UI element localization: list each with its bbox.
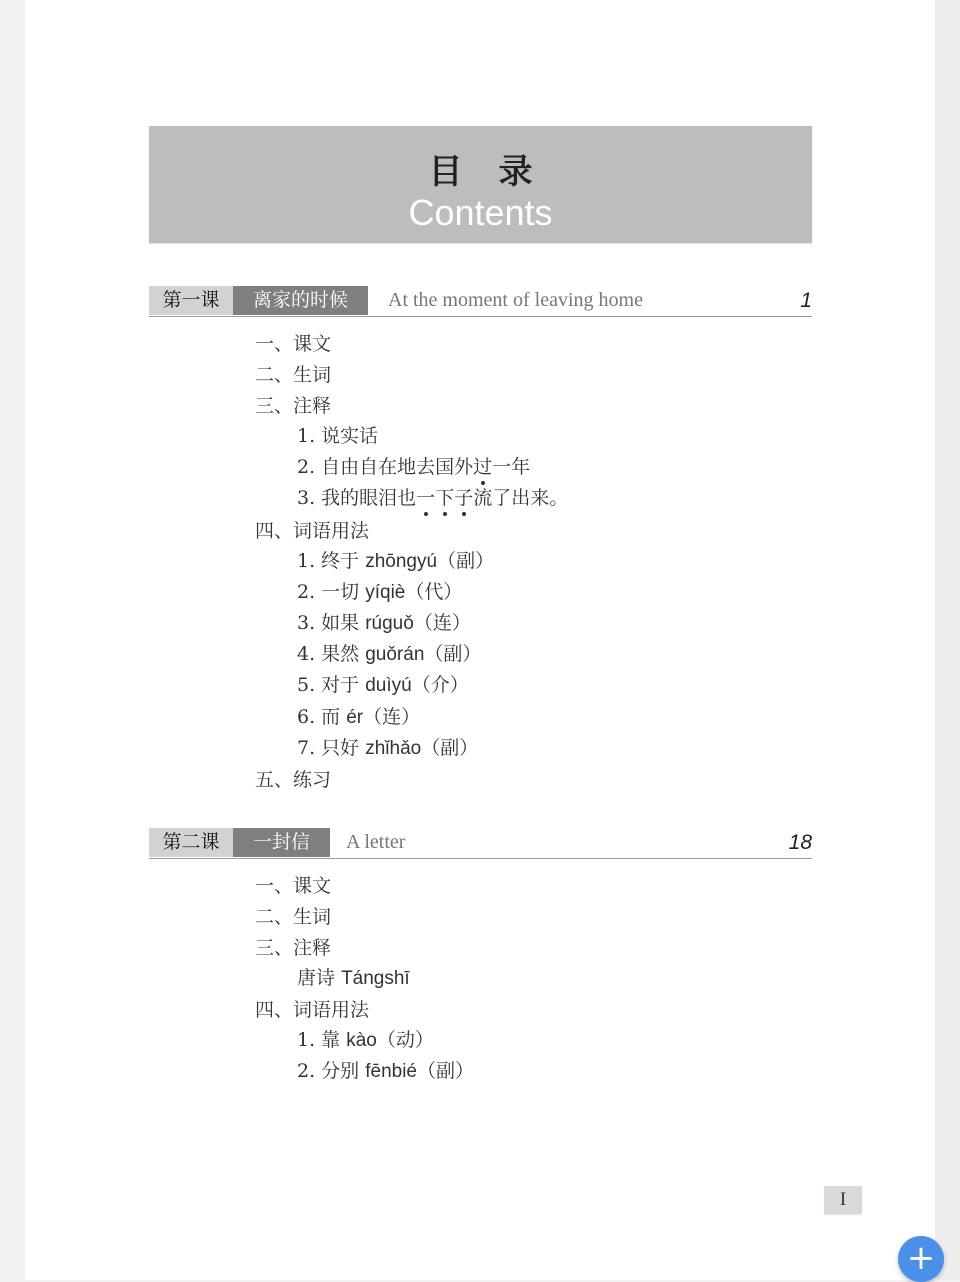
lesson-page-number: 1 [800,289,812,312]
toc-section[interactable]: 一、课文 [255,333,332,355]
toc-section[interactable]: 四、词语用法 [255,520,370,542]
page-number: I [824,1186,862,1214]
toc-subitem[interactable]: 唐诗 Tángshī [297,967,410,989]
emphasis-dot-text: 过 [473,456,493,478]
contents-title-banner [149,126,812,243]
toc-subitem[interactable]: 3. 如果 rúguǒ（连） [297,612,471,634]
title-english: Contents [408,192,553,233]
page-edge [935,0,960,1280]
lesson-title-chinese: 一封信 [233,828,330,857]
lesson-number: 第一课 [149,286,233,315]
toc-subitem[interactable]: 1. 终于 zhōngyú（副） [297,550,495,572]
emphasis-dot-text: 一下子 [416,487,474,509]
toc-subitem[interactable]: 5. 对于 duìyú（介） [297,674,469,696]
lesson-title-chinese: 离家的时候 [233,286,368,315]
lesson-number: 第二课 [149,828,233,857]
lesson-1-header[interactable] [149,286,812,317]
toc-section[interactable]: 四、词语用法 [255,999,370,1021]
toc-subitem[interactable]: 6. 而 ér（连） [297,706,421,728]
toc-subitem[interactable]: 7. 只好 zhǐhǎo（副） [297,737,479,759]
title-chinese: 目录 [428,152,569,192]
toc-subitem[interactable]: 1. 靠 kào（动） [297,1029,434,1051]
lesson-title-english: At the moment of leaving home [388,289,643,311]
toc-subitem[interactable]: 2. 一切 yíqiè（代） [297,581,463,603]
plus-icon: + [906,1238,936,1278]
toc-subitem[interactable]: 3. 我的眼泪也一下子流了出来。 [297,487,569,509]
toc-subitem[interactable]: 4. 果然 guǒrán（副） [297,643,482,665]
toc-section[interactable]: 一、课文 [255,875,332,897]
add-button[interactable] [898,1236,944,1282]
toc-subitem[interactable]: 2. 分别 fēnbié（副） [297,1060,475,1082]
toc-subitem[interactable]: 1. 说实话 [297,425,379,447]
lesson-2-header[interactable] [149,828,812,859]
toc-section[interactable]: 三、注释 [255,395,332,417]
lesson-page-number: 18 [788,831,812,854]
toc-section[interactable]: 三、注释 [255,937,332,959]
toc-subitem[interactable]: 2. 自由自在地去国外过一年 [297,456,531,478]
lesson-title-english: A letter [346,831,406,853]
toc-section[interactable]: 二、生词 [255,364,332,386]
toc-section[interactable]: 二、生词 [255,906,332,928]
toc-section[interactable]: 五、练习 [255,769,332,791]
